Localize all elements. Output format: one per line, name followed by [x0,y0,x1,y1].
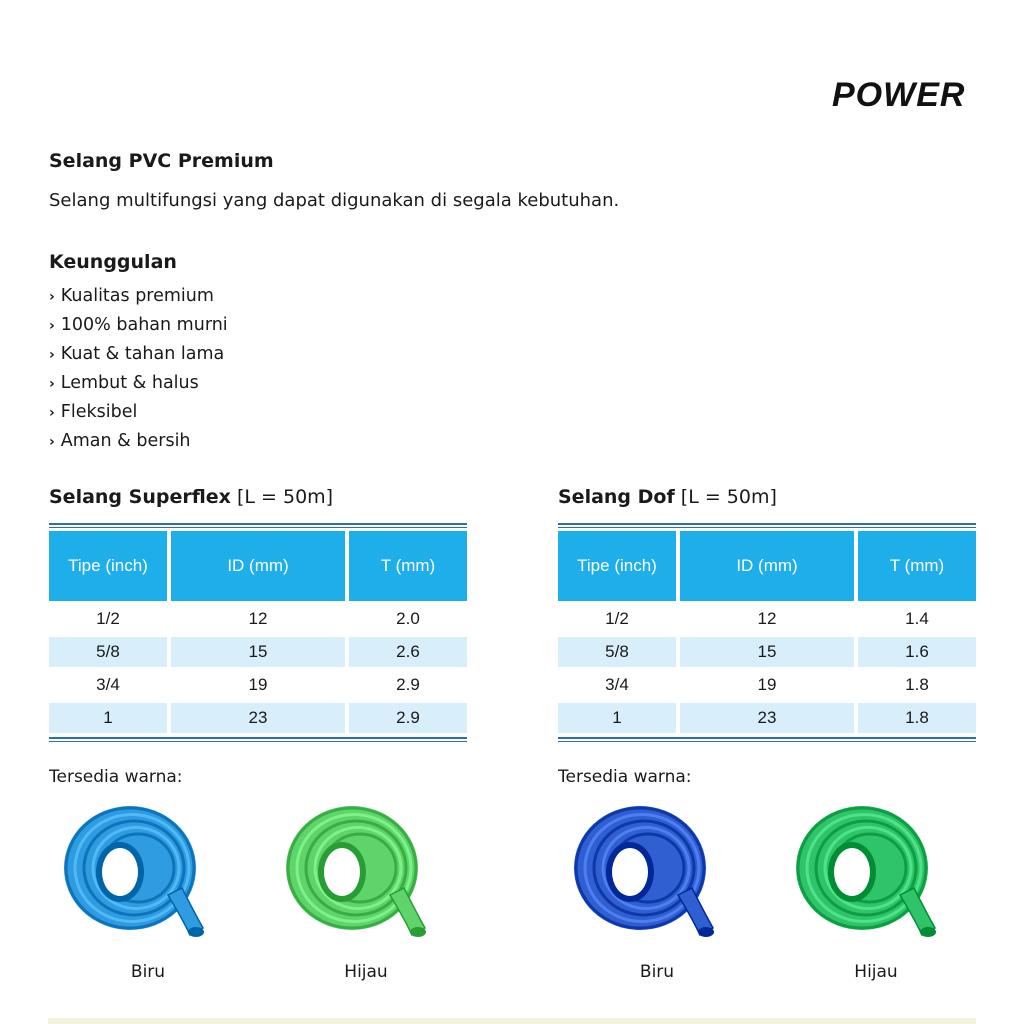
column-header: T (mm) [858,531,976,601]
color-label: Hijau [344,962,388,982]
chevron-right-icon: › [49,405,55,421]
chevron-right-icon: › [49,376,55,392]
chevron-right-icon: › [49,434,55,450]
table-row: 1 23 1.8 [558,703,976,733]
brand-logo [832,74,978,114]
hose-coil-blue-image [568,800,718,940]
table-row: 3/4 19 1.8 [605,675,929,694]
table-row: 5/8 15 2.6 [49,637,467,667]
table-top-rule [49,523,467,528]
list-item: › Aman & bersih [49,431,191,451]
product-title: Selang Superflex [L = 50m] [49,486,334,508]
list-item: › Lembut & halus [49,373,199,393]
hose-coil-green-image [790,800,940,940]
product-superflex [49,486,467,742]
chevron-right-icon: › [49,318,55,334]
column-header: Tipe (inch) [558,531,676,601]
hose-coil-blue-image [58,800,208,940]
product-title: Selang Dof [L = 50m] [558,486,777,508]
table-bottom-rule [49,737,467,742]
color-label: Biru [639,962,675,982]
available-colors-label: Tersedia warna: [49,767,183,787]
available-colors-label: Tersedia warna: [558,767,692,787]
table-row: 1/2 12 2.0 [96,609,420,628]
page-title: Selang PVC Premium [49,150,274,172]
page-subtitle: Selang multifungsi yang dapat digunakan di segala kebutuhan. [49,190,620,211]
advantages-list [49,284,228,458]
hose-coil-green-image [280,800,430,940]
column-header: ID (mm) [171,531,345,601]
list-item: › Kualitas premium [49,286,214,306]
list-item: › Fleksibel [49,402,138,422]
product-dof [558,486,976,742]
table-header [558,531,976,601]
list-item: › Kuat & tahan lama [49,344,225,364]
list-item: › 100% bahan murni [49,315,228,335]
bottom-strip [48,1018,976,1024]
chevron-right-icon: › [49,347,55,363]
table-row: 1/2 12 1.4 [605,609,929,628]
table-row: 5/8 15 1.6 [558,637,976,667]
column-header: Tipe (inch) [49,531,167,601]
table-bottom-rule [558,737,976,742]
table-header [49,531,467,601]
color-label: Biru [130,962,166,982]
chevron-right-icon: › [49,289,55,305]
column-header: ID (mm) [680,531,854,601]
table-top-rule [558,523,976,528]
advantages-title: Keunggulan [49,251,177,273]
column-header: T (mm) [349,531,467,601]
table-row: 3/4 19 2.9 [96,675,420,694]
table-row: 1 23 2.9 [49,703,467,733]
logo-text: POWER [832,76,966,114]
power-logo-icon [832,74,978,114]
color-label: Hijau [854,962,898,982]
